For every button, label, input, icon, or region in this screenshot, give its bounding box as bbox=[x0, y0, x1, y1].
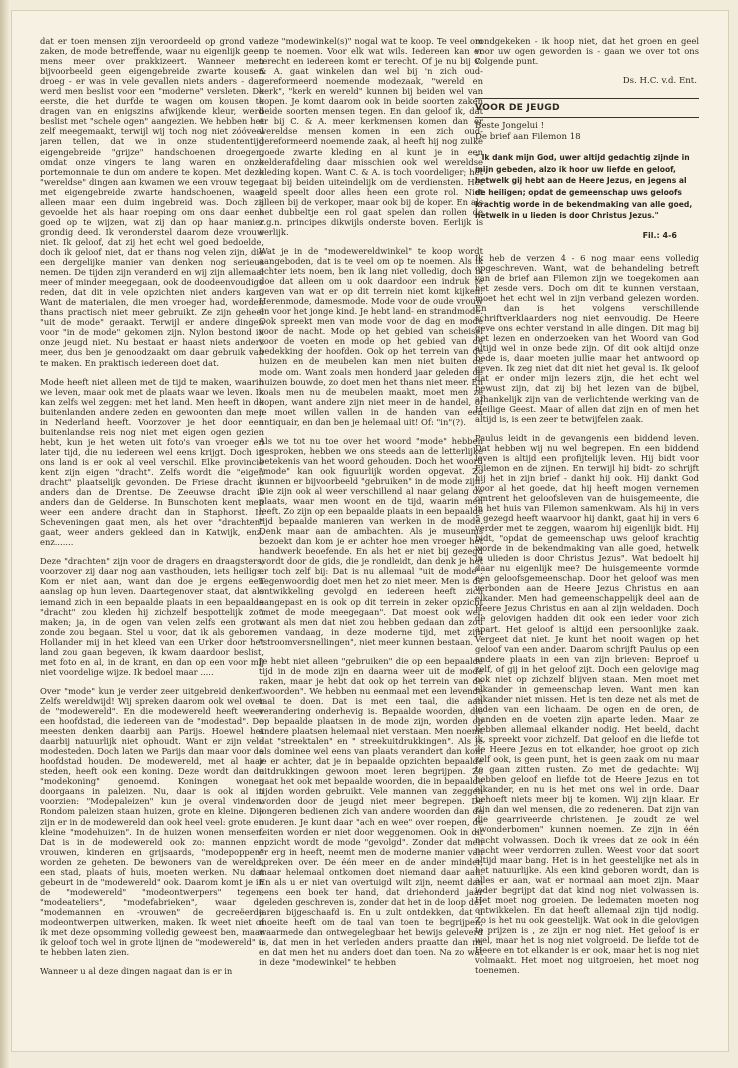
paragraph: Ik heb de verzen 4 - 6 nog maar eens volledig opgeschreven. Want, wat de behandeling betreft van de brief aan Filemon zijn we toegekomen aan het zesde vers. Doch om dit te kunnen verstaan, moet het echt wel in zijn verband gelezen worden. En dan is het volgens verschillende schriftverklaarders nog niet eenvoudig. De Heere geve ons echter verstand in alle dingen. Dit mag bij het lezen en onderzoeken van het Woord van God altijd wel in onze bede zijn. Of dit ook altijd onze bede is, daar moeten jullie maar het antwoord op geven. Ik zeg niet dat dit niet het geval is. Ik geloof dat er onder mijn lezers zijn, die het echt wel bewust zijn, dat zij bij het lezen van de bijbel, afhankelijk zijn van de verlichtende werking van de Heilige Geest. Maar of allen dat zijn en of men het altijd is, is een zeer te betwijfelen zaak. bbox=[475, 252, 699, 424]
paragraph: Wanneer u al deze dingen nagaat dan is er in bbox=[40, 966, 233, 977]
subtitle: De brief aan Filemon 18 bbox=[475, 131, 581, 142]
paragraph: deze "modewinkel(s)" nogal wat te koop. Te veel om op te noemen. Voor elk wat wils. Iedereen kan er terecht en iedereen komt er terecht. Of je nu bij C. & A. gaat winkelen dan wel bij 'n zich oud-gereformeerd noemende modezaak, "wereld en kerk", "kerk en wereld" kunnen bij beiden wel van kopen. Je komt daarom ook in beide soorten zaken beide soorten mensen tegen. En dan geloof ik, dat er bij C. & A. meer kerkmensen komen dan er wereldse mensen komen in een zich oud-gereformeerd noemende zaak, al heeft hij nog zulke goede zwarte kleding en al kunt je in een kelderafdeling daar misschien ook wel wereldse kleding kopen. Want C. & A. is toch voordeliger; het gaat bij beiden uiteindelijk om de verdiensten. Het geld speelt door alles heen een grote rol. Niet alleen bij de verkoper, maar ook bij de koper. En als het dubbeltje een rol gaat spelen dan rollen de z.g.n. principes dikwijls onderste boven. Eerlijk is eerlijk. bbox=[259, 36, 483, 237]
paragraph: rondgekeken - ik hoop niet, dat het groen en geel voor uw ogen geworden is - gaan we over tot ons volgende punt. bbox=[475, 36, 699, 67]
paragraph: Mode heeft niet alleen met de tijd te maken, waarin we leven, maar ook met de plaats waar we leven. Ik kan zelfs wel zeggen: met het land. Men heeft in de buitenlanden andere zeden en gewoonten dan men in Nederland heeft. Voorzover je het door een buitenlandse reis nog niet met eigen ogen gezien hebt, kun je het weten uit foto's van vroeger en later tijd, die nu iedereen wel eens krijgt. Doch in ons land is er ook al veel verschil. Elke provincie kent zijn eigen "dracht". Zelfs wordt die "eigen dracht" plaatselijk gevonden. De Friese dracht is anders dan de Drentse. De Zeeuwse dracht is anders dan de Gelderse. In Bunschoten kent men weer een andere dracht dan in Staphorst. In Scheveningen gaat men, als het over "drachten" gaat, weer anders gekleed dan in Katwijk, enz. enz....... bbox=[40, 376, 264, 548]
paragraph: Je hebt niet alleen "gebruiken" die op een bepaalde tijd in de mode zijn en daarna weer uit de mode raken, maar je hebt dat ook op het terrein van de "woorden". We hebben nu eenmaal met een levende taal te doen. Dat is met een taal, die aan verandering onderhevig is. Bepaalde woorden, die op bepaalde plaatsen in de mode zijn, worden op andere plaatsen helemaal niet verstaan. Men noemt dat "streektalen" en " streekuitdrukkingen". Als je als dominee wel eens van plaats verandert dan kom je er achter, dat je in bepaalde opzichten bepaalde uitdrukkingen gewoon moet leren begrijpen. Zo gaat het ook met bepaalde woorden, die in bepaalde tijden worden gebruikt. Vele mannen van zeggen worden door de jeugd niet meer begrepen. De jongeren bedienen zich van andere woorden dan de ouderen. Je kunt daar "ach en wee" over roepen, de feiten worden er niet door weggenomen. Ook in dit opzicht wordt de mode "gevolgd". Zonder dat men er erg in heeft, neemt men de moderne manier van spreken over. De één meer en de ander minder, maar helemaal ontkomen doet niemand daar aan. En als u er niet van overtuigd wilt zijn, neemt dan eens een boek ter hand, dat driehonderd jaar geleden geschreven is, zonder dat het in de loop der jaren bijgeschaafd is. En u zult ontdekken, dat u moeite heeft om de taal van toen te begrijpen, waarmede dan ontwegelegbaar het bewijs geleverd is, dat men in het verleden anders praatte dan nu en dat men het nu anders doet dan toen. Na zo wat in deze "modewinkel" te hebben bbox=[259, 655, 483, 968]
author-signature: Ds. H.C. v.d. Ent. bbox=[622, 76, 697, 87]
column-middle bbox=[259, 36, 483, 1036]
scripture-reference: Fil.: 4-6 bbox=[642, 230, 677, 240]
section-intro bbox=[475, 121, 699, 142]
paragraph: dat er toen mensen zijn veroordeeld op grond van zaken, de mode betreffende, waar nu eigenlijk geen mens meer over prakkizeert. Wanneer men bijvoorbeeld geen eigengebreide zwarte kousen droeg - er was in vele gevallen niets anders - dan werd men beslist voor een "moderne" versleten. De eerste, die het durfde te wagen om kousen te dragen van en enigszins afwijkende kleur, werd beslist met "schele ogen" aangezien. We hebben het zelf meegemaakt, terwijl wij toch nog niet zóóveel jaren tellen, dat we in onze studententijd eigengebreide "grijze" handschoenen droegen, omdat onze vingers te lang waren en onze portemonnaie te dun om andere te kopen. Met deze "wereldse" dingen aan kwamen we een vrouw tegen met eigengebreide zwarte handschoenen, waar alleen maar een duim ingebreid was. Doch zij gevoelde het als haar roeping om ons daar eens goed op te wijzen, wat zij dan op haar manier grondig deed. Ik veronderstel daarom deze vrouw niet. Ik geloof, dat zij het echt wel goed bedoelde, doch ik geloof niet, dat er thans nog velen zijn, die een dergelijke manier van denken nog serieus nemen. De tijden zijn veranderd en wij zijn allemaal meer of minder meegegaan, ook de doodeenvoudige reden, dat dit in vele opzichten niet anders kan. Want de materialen, die men vroeger had, worden thans practisch niet meer gebruikt. Ze zijn geheel "uit de mode" geraakt. Terwijl er andere dingen voor "in de mode" gekomen zijn. Nylon bestond in onze jeugd niet. Nu bestaat er haast niets anders meer, dus ben je genoodzaakt om daar gebruik van te maken. En praktisch iedereen doet dat. bbox=[40, 36, 264, 368]
paragraph: Deze "drachten" zijn voor de dragers en draagsters, voorzover zij daar nog aan vasthouden, iets heiligs. Kom er niet aan, want dan doe je ergens een aanslag op hun leven. Daartegenover staat, dat als iemand zich in een bepaalde plaats in een bepaalde "dracht" zou kleden hij zichzelf bespottelijk zou maken; ja, in de ogen van velen zelfs een grote zonde zou begaan. Stel u voor, dat ik als geboren Hollander mij in het kleed van een Urker door het land zou gaan begeven, ik kwam daardoor beslist, met foto en al, in de krant, en dan op een voor mij niet voordelige wijze. Ik bedoel maar ..... bbox=[40, 556, 264, 677]
salutation: Beste Jongelui ! bbox=[475, 121, 545, 132]
scripture-quote: " Ik dank mijn God, uwer altijd gedachtig zijnde in mijn gebeden, alzo ik hoor uw liefde en geloof, hetwelk gij hebt aan de Heere Jezus, en jegens al de heiligen; opdat de gemeenschap uws geloofs krachtig worde in de bekendmaking van alle goed, hetwelk in u lieden is door Christus Jezus." bbox=[475, 153, 693, 221]
section-divider bbox=[475, 98, 699, 99]
paragraph: Over "mode" kun je verder zeer uitgebreid denken. Zelfs wereldwijd! Wij spreken daarom ook wel over de "modewereld". En die modewereld heeft weer een hoofdstad, die iedereen van de "modestad". De meesten denken daarbij aan Parijs. Hoewel het daarbij natuurlijk niet ophoudt. Want er zijn vele modesteden. Doch laten we Parijs dan maar voor de hoofdstad houden. De modewereld, met al haar steden, heeft ook een koning. Deze wordt dan de "modekoning" genoemd. Koningen wonen doorgaans in paleizen. Nu, daar is ook al in voorzien: "Modepaleizen" kun je overal vinden. Rondom paleizen staan huizen, grote en kleine. Die zijn er in de modewereld dan ook heel veel: grote en kleine "modehuizen". In de huizen wonen mensen. Dat is in de modewereld ook zo: mannen en vrouwen, kinderen en grijsaards, "modepoppen" worden ze geheten. De bewoners van de wereld, een stad, plaats of huis, moeten werken. Nu dat gebeurt in de "modewereld" ook. Daarom komt je in de "modewereld" "modeontwerpers" tegen, "modeateliers", "modefabrieken", waar de "modemannen en -vrouwen" de gecreëerde modeontwerpen uitwerken, maken. Ik weet niet of ik met deze opsomming volledig geweest ben, maar ik geloof toch wel in grote lijnen de "modewereld" u te hebben laten zien. bbox=[40, 685, 264, 958]
section-heading: VOOR DE JEUGD bbox=[475, 102, 560, 114]
binding-edge bbox=[0, 0, 9, 1068]
column-right bbox=[475, 36, 699, 1036]
paragraph: Paulus leidt in de gevangenis een biddend leven. Dat hebben wij nu wel begrepen. En een biddend leven is altijd een profijtelijk leven. Hij bidt voor Filemon en de zijnen. En terwijl hij bidt- zo schrijft hij het in zijn brief - dankt hij ook. Hij dankt God voor al het goede, dat hij heeft mogen vernemen omtrent het geloofsleven van de huisgemeente, die in het huis van Filemon samenkwam. Als hij in vers 5 gezegd heeft waarvoor hij dankt, gaat hij in vers 6 verder met te zeggen, waarom hij eigenlijk bidt. Hij bidt, "opdat de gemeenschap uws geloof krachtig worde in de bekendmaking van alle goed, hetwelk in ulieden is door Christus Jezus". Wat bedoelt hij daar nu eigenlijk mee? De huisgemeente vormde een geloofsgemeenschap. Door het geloof was men verbonden aan de Heere Jezus Christus en aan elkander. Men had gemeenschappelijk deel aan de Heere Jezus Christus en aan al zijn weldaden. Doch de gelovigen hadden dit ook een ieder voor zich apart. Het geloof is altijd een persoonlijke zaak. Vergeet dat niet. Je kunt het nooit wagen op het geloof van een ander. Daarom schrijft Paulus op een andere plaats in een van zijn brieven: Beproef u zelf, of gij in het geloof zijt. Doch een gelovige mag ook niet op zichzelf blijven staan. Men moet met elkander in gemeenschap leven. Want men kan elkander niet missen. Het is ten deze net als met de leden van een lichaam. De ogen en de oren, de handen en de voeten zijn aparte leden. Maar ze hebben allemaal elkander nodig. Het beeld, dacht ik, spreekt voor zichzelf. Dat geloof en die liefde tot de Heere Jezus en tot elkander, hoe groot op zich zelf ook, is geen punt, het is geen zaak om nu maar te gaan zitten rusten. Zo met de gedachte: Wij hebben geloof en liefde tot de Heere Jezus en tot elkander, en nu is het met ons wel in orde. Daar behoeft niets meer bij te komen. Wij zijn klaar. Er zijn dan wel mensen, die zo redeneren. Dat zijn van die gearriveerde christenen. Je zoudt ze wel „wonderbomen" kunnen noemen. Ze zijn in één nacht volwassen. Doch ik vrees dat ze ook in één nacht weer verdorren zullen. Weest voor dat soort altijd maar bang. Het is in het geestelijke net als in het natuurlijke. Als een kind geboren wordt, dan is alles er aan, wat er normaal aan moet zijn. Maar ieder begrijpt dat dat kind nog niet volwassen is. Het moet nog groeien. De ledematen moeten nog ontwikkelen. En dat heeft allemaal zijn tijd nodig. Zo is het nu ook geestelijk. Wat ook in die gelovigen te prijzen is , ze zijn er nog niet. Het geloof is er wel, maar het is nog niet volgroeid. De liefde tot de Heere en tot elkander is er ook, maar het is nog niet volmaakt. Het moet nog uitgroeien, het moet nog toenemen. bbox=[475, 432, 699, 976]
paragraph: Wat je in de "modewereldwinkel" te koop wordt aangeboden, dat is te veel om op te noemen. Als ik echter iets noem, ben ik lang niet volledig, doch ik doe dat alleen om u ook daardoor een indruk te geven van wat er op dit terrein niet komt kijken: Herenmode, damesmode. Mode voor de oude vrouw en voor het jonge kind. Je hebt land- en strandmode. Ook spreekt men van mode voor de dag en mode voor de nacht. Mode op het gebied van scheisel voor de voeten en mode op het gebied van de bedekking der hoofden. Ook op het terrein van de huizen en de meubelen kan men niet buiten de mode om. Want zoals men honderd jaar geleden de huizen bouwde, zo doet men het thans niet meer. En zoals men nu de meubelen maakt, moet men ze kopen, want andere zijn niet meer in de handel, of je moet willen vallen in de handen van een antiquair, en dan ben je helemaal uit! Of: "in"(?). bbox=[259, 245, 483, 427]
paragraph: Als we tot nu toe over het woord "mode" hebben gesproken, hebben we ons steeds aan de letterlijke betekenis van het woord gehouden. Doch het woord "mode" kan ook figuurlijk worden opgevat. Zo kunnen er bijvoorbeeld "gebruiken" in de mode zijn. Die zijn ook al weer verschillend al naar gelang de plaats, waar men woont en de tijd, waarin men leeft. Zo zijn op een bepaalde plaats in een bepaalde tijd bepaalde manieren van werken in de mode. Denk maar aan de ambachten. Als je museums bezoekt dan kom je er achter hoe men vroeger het handwerk beoefende. En als het er niet bij gezegd wordt door de gids, die je rondleidt, dan denk je het er toch zelf bij: Dat is nu allemaal "uit de mode". Tegenwoordig doet men het zo niet meer. Men is de ontwikkeling gevolgd en iedereen heeft zich aangepast en is ook op dit terrein in zeker opzicht "met de mode meegegaan". Dat moest ook wel, want als men dat niet zou hebben gedaan dan zou men vandaag, in deze moderne tijd, met zijn "stroomversnellingen", niet meer kunnen bestaan. bbox=[259, 435, 483, 647]
section-divider bbox=[475, 117, 699, 118]
column-left bbox=[40, 36, 264, 1036]
